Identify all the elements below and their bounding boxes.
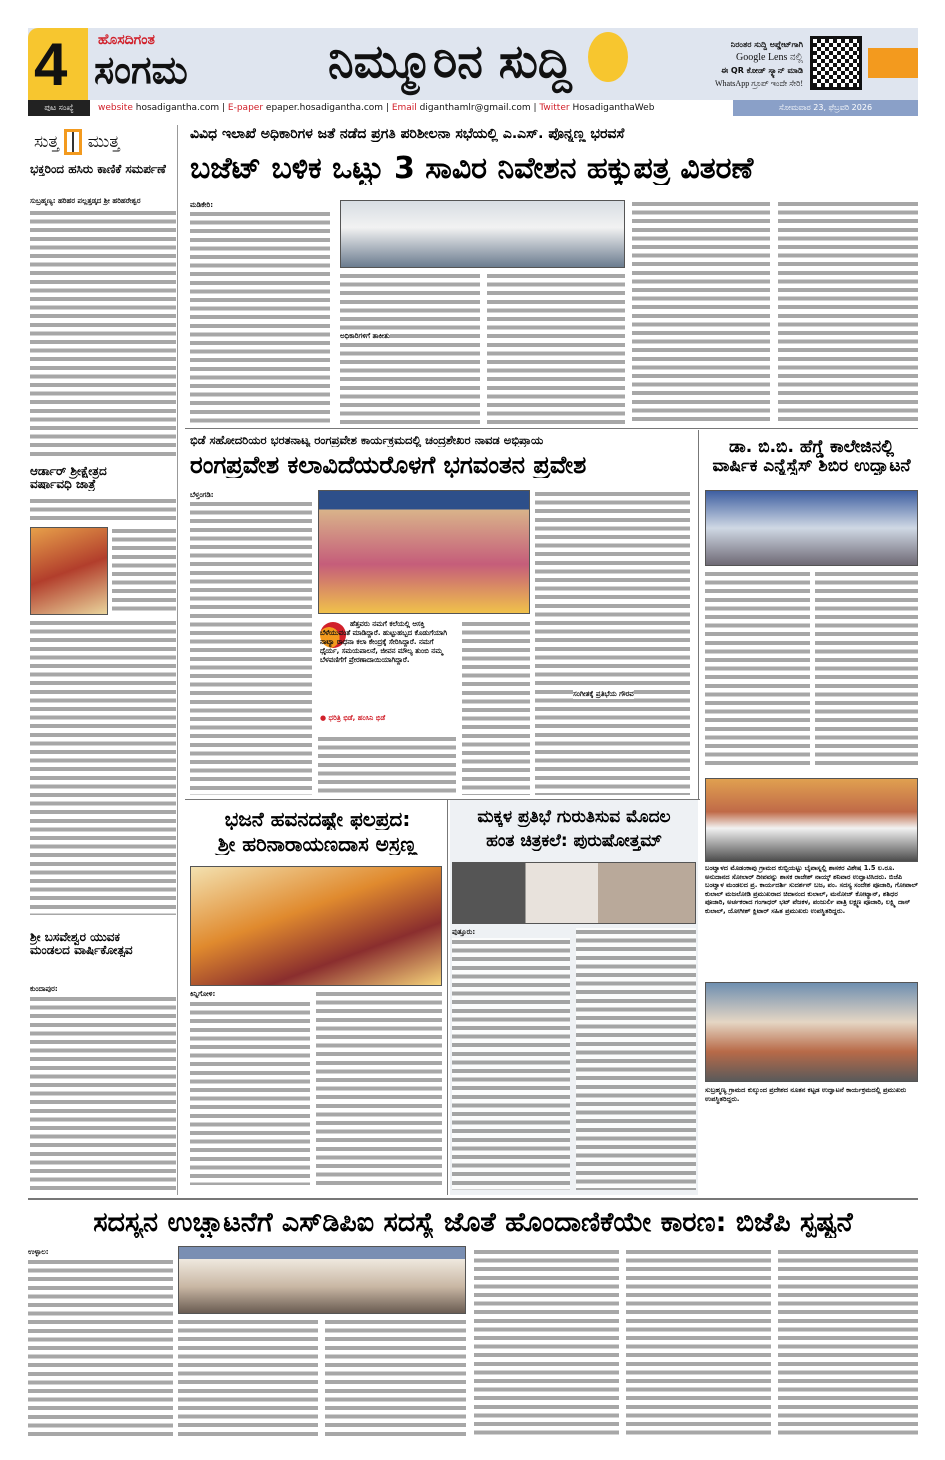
- epaper-label: E-paper: [227, 103, 264, 113]
- story-body: [190, 1000, 310, 1185]
- story-body: [778, 1248, 918, 1438]
- temple-photo: [30, 527, 108, 615]
- page-number: 4: [34, 31, 68, 98]
- story-body: [487, 272, 625, 425]
- decor-circle: [588, 32, 628, 82]
- website-label: website: [98, 103, 133, 113]
- orange-block: [868, 48, 918, 78]
- story5-headline-1: ಮಕ್ಕಳ ಪ್ರತಿಭೆ ಗುರುತಿಸುವ ಮೊದಲ: [477, 808, 671, 827]
- story2-headline: ರಂಗಪ್ರವೇಶ ಕಲಾವಿದೆಯರೊಳಗೆ ಭಗವಂತನ ಪ್ರವೇಶ: [190, 452, 587, 479]
- story6-headline: ಸದಸ್ಯನ ಉಚ್ಚಾಟನೆಗೆ ಎಸ್‌ಡಿಪಿಐ ಸದಸ್ಯೆ ಜೊತೆ ಹೊಂದಾಣಿಕೆಯೇ ಕಾರಣ: ಬಿಜೆಪಿ ಸ್ಪಷ್ಟನೆ: [93, 1208, 853, 1238]
- story-subhead: ಸಂಗೀತಕ್ಕೆ ಪ್ರತಿಭೆಯ ಗೌರವ: [573, 690, 634, 698]
- story-body: [30, 497, 176, 525]
- story-body: [778, 200, 918, 425]
- story-body: [112, 527, 176, 615]
- story-body: [190, 210, 330, 425]
- story-body: [474, 1248, 619, 1438]
- photo-caption: ಬಂಟ್ವಾಳದ ಮೊಡಂಕಾಪು ಗ್ರಾಮದ ಕುಬ್ಬಿಯಟ್ಟು ಬೈಪಾಸ್ನಲ್ಲಿ ಶಾಸಕರ ವಿಶೇಷ 1.5 ಲ.ರೂ. ಅನುದಾನದ ಸೋಲಾರ್ ದೀಪವನ್ನು ಶಾಸಕ ರಾಜೇಶ್ ನಾಯ್ಕ್ ಶನಿವಾರ ಉದ್ಘಾಟಿಸಿದರು. ಬಿಜೆಪಿ ಬಂಟ್ವಾಳ ಮಂಡಲದ ಪ್ರ. ಕಾರ್ಯದರ್ಶಿ ಸುದರ್ಶನ್ ಬಜ, ಪಂ. ಸದಸ್ಯ ಸಂದೇಶ ಪೂಜಾರಿ, ಗೋಪಾಲ್ ಕುಲಾಲ್ ಮಜಲೋಡಿ ಪ್ರಮುಖರಾದ ಚಿದಾನಂದ ಕುಲಾಲ್, ಮನೋಜ್ ಕೋಟ್ಯಾನ್, ಶಶಿಧರ ಪೂಜಾರಿ, ಅರ್ಚಕರಾದ ಗಂಗಾಧರ್ ಭಟ್ ಪೆಜಕಳ, ಪಂಜುರ್ಲಿ ಪಾತ್ರಿ ಲಕ್ಷ್ಮಣ ಪೂಜಾರಿ, ಲಕ್ಷ್ಮಿ ದಾಸ್ ಕುಲಾಲ್, ಯೋಗೀಶ್ ಕ್ಲಿಟಾರ್ ಸಹಿತ ಪ್ರಮುಖರು ಉಪಸ್ಥಿತರಿದ್ದರು.: [705, 864, 918, 915]
- story-lead: ಸುಬ್ರಹ್ಮಣ್ಯ: ಹರಿಹರ ಪಲ್ಲತ್ತಡ್ಕದ ಶ್ರೀ ಹರಿಹರೇಶ್ವರ: [30, 197, 141, 205]
- story-lead: ಕಿನ್ನಿಗೋಳಿ:: [190, 990, 216, 998]
- story-lead: ಪುತ್ತೂರು:: [452, 928, 476, 936]
- divider: [698, 430, 699, 800]
- event-photo: [705, 982, 918, 1082]
- story-subhead: ಅಧಿಕಾರಿಗಳಿಗೆ ತಾಕೀತು: [340, 332, 390, 340]
- twitter-link[interactable]: HosadiganthaWeb: [572, 103, 655, 113]
- story-body: [325, 1318, 466, 1438]
- qr-note-line: Google Lens ನಲ್ಲಿ: [736, 52, 803, 63]
- story-body: [318, 735, 456, 795]
- story-body: [462, 620, 530, 795]
- masthead: [28, 28, 918, 100]
- story4-headline-2: ಶ್ರೀ ಹರಿನಾರಾಯಣದಾಸ ಅಸ್ರಣ್ಣ: [217, 833, 418, 855]
- page-label: ಪುಟ ಸಂಖ್ಯೆ: [28, 100, 90, 116]
- story-body: [626, 1248, 771, 1438]
- nss-photo: [705, 490, 918, 566]
- story-body: [576, 928, 696, 1190]
- column-title-b: ಮುತ್ತ: [87, 132, 120, 152]
- story-body: [316, 990, 442, 1185]
- dance-photo: [318, 490, 530, 614]
- story4-headline-1: ಭಜನೆ ಹವನದಷ್ಟೇ ಫಲಪ್ರದ:: [224, 808, 411, 830]
- story-body: [705, 570, 810, 770]
- story-lead: ಕುಂದಾಪುರ:: [30, 985, 58, 993]
- qr-note-line: ನಿರಂತರ ಸುದ್ದಿ ಅಪ್ಡೇಟ್‌ಗಾಗಿ: [730, 40, 803, 49]
- email-label: Email: [391, 103, 417, 113]
- page-title: ನಿಮ್ಮೂರಿನ ಸುದ್ದಿ: [328, 34, 572, 88]
- story-body: [632, 200, 770, 425]
- divider: [447, 800, 448, 1195]
- brand-logo: ಹೊಸದಿಗಂತ: [98, 32, 155, 48]
- door-icon: [64, 129, 82, 155]
- story-body: [340, 272, 480, 425]
- story-lead: ಬೆಳ್ತಂಗಡಿ:: [190, 491, 214, 499]
- story1-headline: ಬಜೆಟ್ ಬಳಿಕ ಒಟ್ಟು 3 ಸಾವಿರ ನಿವೇಶನ ಹಕ್ಕುಪತ್ರ ವಿತರಣೆ: [190, 152, 754, 185]
- quote-author: ಧರಿತ್ರಿ ಭಿಡೆ, ಹಂಸಿನಿ ಭಿಡೆ: [328, 714, 386, 722]
- contact-links: website hosadigantha.com | E-paper epaper.hosadigantha.com | Email diganthamlr@gmail.com | Twitter HosadiganthaWeb: [98, 103, 655, 113]
- story5-headline-2: ಹಂತ ಚಿತ್ರಕಲೆ: ಪುರುಷೋತ್ತಮ್: [486, 832, 662, 851]
- meeting-photo: [340, 200, 625, 268]
- drawing-event-photo: [452, 862, 696, 924]
- pull-quote: ಹೆತ್ತವರು ನಮಗೆ ಕಲೆಯಲ್ಲಿ ಆಸಕ್ತಿ ಬೆಳೆಯುವಂತೆ ಮಾಡಿದ್ದಾರೆ. ಹುಟ್ಟುಹಬ್ಬದ ಕೊಡುಗೆಯಾಗಿ ನಾಟ್ಯಾ ರಾಧನಾ ಕಲಾ ಕೇಂದ್ರಕ್ಕೆ ಸೇರಿಸಿದ್ದಾರೆ. ನಮಗೆ ಧೈರ್ಯ, ಸಮಯಪಾಲನೆ, ಜೀವನ ಮೌಲ್ಯ ತುಂಬಿ ನಮ್ಮ ಬೆಳವಣಿಗೆಗೆ ಪ್ರೇರಣಾದಾಯಿಯಾಗಿದ್ದಾರೆ.: [320, 620, 448, 664]
- section-name: ಸಂಗಮ: [94, 48, 188, 92]
- story-headline: ಶ್ರೀ ಬಸವೇಶ್ವರ ಯುವಕ ಮಂಡಲದ ವಾರ್ಷಿಕೋತ್ಸವ: [30, 931, 133, 958]
- epaper-link[interactable]: epaper.hosadigantha.com: [265, 103, 384, 113]
- divider: [185, 428, 918, 429]
- story-headline: ಭಕ್ತರಿಂದ ಹಸಿರು ಕಾಣಿಕೆ ಸಮರ್ಪಣೆ: [30, 163, 166, 176]
- solar-light-photo: [705, 778, 918, 862]
- story-lead: ಮಡಿಕೇರಿ:: [190, 201, 214, 209]
- twitter-label: Twitter: [539, 103, 570, 113]
- photo-caption: ಸುಬ್ರಹ್ಮಣ್ಯ ಗ್ರಾಮದ ಕುಲ್ಕುಂದ ಪ್ರದೇಶದ ನೂತನ ಕಟ್ಟಡ ಉದ್ಘಾಟನೆ ಕಾರ್ಯಕ್ರಮದಲ್ಲಿ ಪ್ರಮುಖರು ಉಪಸ್ಥಿತರಿದ್ದರು.: [705, 1086, 907, 1103]
- info-bar: [28, 100, 918, 116]
- story-body: [30, 619, 176, 915]
- press-meet-photo: [178, 1246, 466, 1314]
- column-title: [34, 129, 120, 155]
- story-body: [452, 938, 570, 1190]
- divider: [28, 1198, 918, 1200]
- story-body: [28, 1258, 173, 1438]
- bhajan-photo: [190, 866, 442, 986]
- story-body: [178, 1318, 318, 1438]
- date: ಸೋಮವಾರ 23, ಫೆಬ್ರವರಿ 2026: [733, 100, 918, 116]
- qr-code[interactable]: [810, 36, 862, 90]
- qr-note: [668, 38, 803, 90]
- story-body: [815, 570, 918, 770]
- column-title-a: ಸುತ್ತ: [34, 132, 59, 152]
- email-link[interactable]: diganthamlr@gmail.com: [419, 103, 531, 113]
- story3-headline: ಡಾ. ಬಿ.ಬಿ. ಹೆಗ್ಡೆ ಕಾಲೇಜಿನಲ್ಲಿ ವಾರ್ಷಿಕ ಎನ್ನೆಸ್ಸೆಸ್ ಶಿಬಿರ ಉದ್ಘಾಟನೆ: [712, 438, 911, 476]
- story1-kicker: ವಿವಿಧ ಇಲಾಖೆ ಅಧಿಕಾರಿಗಳ ಜತೆ ನಡೆದ ಪ್ರಗತಿ ಪರಿಶೀಲನಾ ಸಭೆಯಲ್ಲಿ ಎ.ಎಸ್. ಪೊನ್ನಣ್ಣ ಭರವಸೆ: [190, 127, 625, 142]
- story-lead: ಉಳ್ಳಾಲ:: [28, 1248, 49, 1256]
- qr-note-line: ಈ QR ಕೋಡ್ ಸ್ಕ್ಯಾನ್ ಮಾಡಿ: [721, 66, 803, 75]
- story-headline: ಆರ್ಡಾರ್ ಶ್ರೀಕ್ಷೇತ್ರದ ವರ್ಷಾವಧಿ ಜಾತ್ರೆ: [30, 465, 107, 492]
- story-body: [30, 209, 176, 459]
- qr-note-line: WhatsApp ಗ್ರೂಪ್ ಇಂದೇ ಸೇರಿ!: [714, 79, 803, 88]
- story2-kicker: ಭಿಡೆ ಸಹೋದರಿಯರ ಭರತನಾಟ್ಯ ರಂಗಪ್ರವೇಶ ಕಾರ್ಯಕ್ರಮದಲ್ಲಿ ಚಂದ್ರಶೇಖರ ನಾವಡ ಅಭಿಪ್ರಾಯ: [190, 434, 544, 447]
- left-column: [28, 125, 178, 1195]
- website-link[interactable]: hosadigantha.com: [135, 103, 220, 113]
- story-body: [535, 490, 690, 795]
- story-body: [190, 500, 312, 795]
- quote-attribution: ● ಧರಿತ್ರಿ ಭಿಡೆ, ಹಂಸಿನಿ ಭಿಡೆ: [320, 714, 386, 722]
- story-body: [30, 995, 176, 1191]
